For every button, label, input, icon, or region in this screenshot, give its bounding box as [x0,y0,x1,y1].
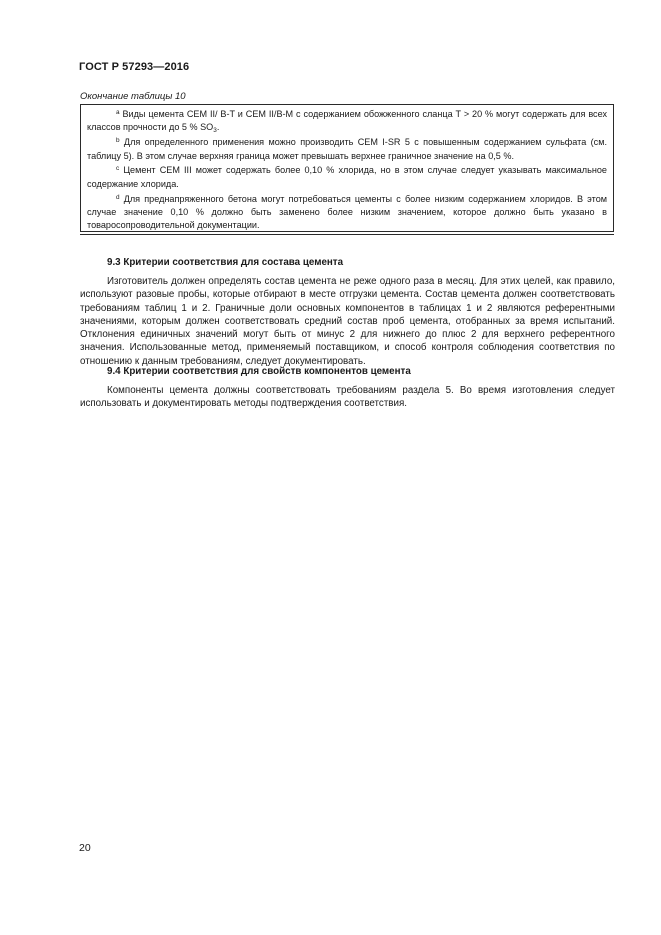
page-number: 20 [79,842,91,854]
note-text: Цемент CEM III может содержать более 0,10 % хлорида, но в этом случае следует указывать максимальное содержание хлорида. [87,165,607,189]
note-marker: a [116,109,120,116]
note-marker: d [116,193,120,201]
note-marker: c [116,165,120,173]
table-note-b [87,136,607,163]
table-notes-box [80,104,614,232]
note-text: Для определенного применения можно производить CEM I-SR 5 с повышенным содержанием сульфата (см. таблицу 5). В этом случае верхняя граница может превышать верхнее граничное значение на 0,5 %. [87,137,607,161]
table-note-d [87,193,607,233]
section-title-9-3 [80,257,343,268]
note-text: Для преднапряженного бетона могут потребоваться цементы с более низким содержанием хлоридов. В этом случае значение 0,10 % должно быть заменено более низким значением, которое должно быть указано в товаросопроводительной документации. [87,193,607,231]
standard-header: ГОСТ Р 57293—2016 [79,61,190,73]
section-paragraph-9-3 [80,275,615,368]
note-text-end: . [216,122,220,133]
section-paragraph-9-4 [80,384,615,411]
section-title-text: 9.3 Критерии соответствия для состава цемента [107,257,344,268]
paragraph-text: Компоненты цемента должны соответствовать требованиям раздела 5. Во время изготовления следует использовать и документировать методы подтверждения соответствия. [80,385,615,410]
note-subscript: 3 [213,127,217,135]
section-title-text: 9.4 Критерии соответствия для свойств компонентов цемента [107,366,411,377]
table-caption: Окончание таблицы 10 [80,91,186,102]
paragraph-text: Изготовитель должен определять состав цемента не реже одного раза в месяц. Для этих целей, как правило, используют разовые пробы, которые отбирают в месте отгрузки цемента. Состав цемента должен соответствовать требованиям таблиц 1 и 2. Граничные доли основных компонентов в таблицах 1 и 2 являются референтными значениями, которым должен соответствовать средний состав проб цемента, отобранных за время испытаний. Отклонения единичных значений могут быть от минус 2 для нижнего до плюс 2 для верхнего референтного значения. Использованные метод, применяемый поставщиком, и способ контроля соблюдения соответствия по отношению к данным требованиям, следует документировать. [80,276,615,367]
table-note-c [87,164,607,191]
note-marker: b [116,137,120,145]
table-note-a [87,108,607,135]
section-title-9-4 [80,366,411,377]
note-text: Виды цемента CEM II/ B-T и CEM II/B-M с содержанием обожженного сланца T > 20 % могут содержать для всех классов прочности до 5 % SO [87,109,608,133]
